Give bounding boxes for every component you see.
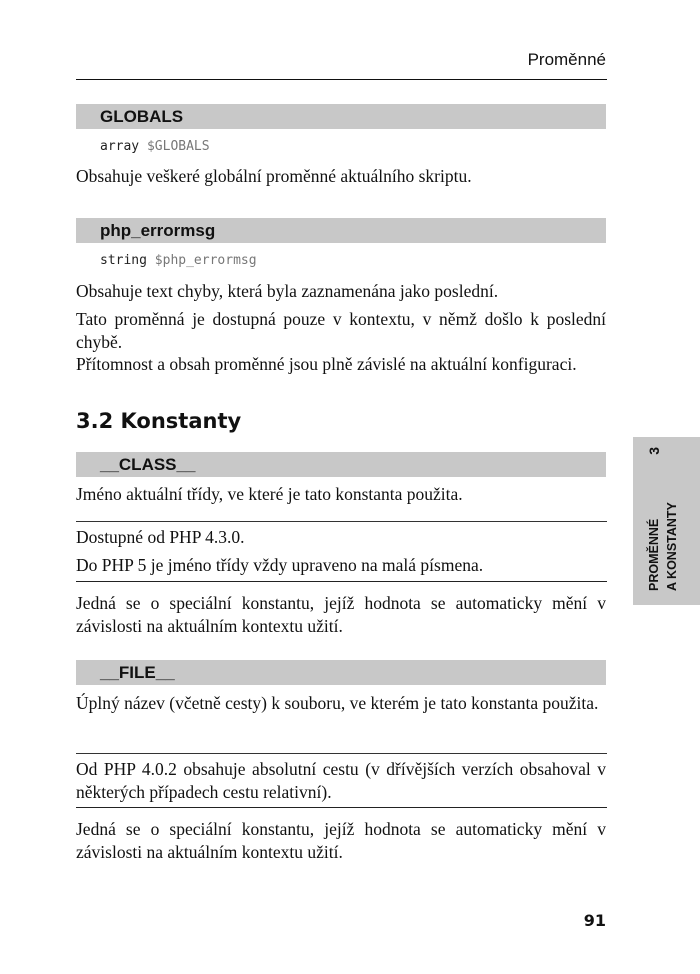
entry-heading-class: __CLASS__ <box>76 452 606 477</box>
chapter-tab-label <box>633 437 700 605</box>
errormsg-note-2: Přítomnost a obsah proměnné jsou plně závislé na aktuální konfiguraci. <box>76 354 577 374</box>
class-availability: Dostupné od PHP 4.3.0. <box>76 527 245 547</box>
header-rule <box>76 79 607 80</box>
page-number: 91 <box>583 911 606 930</box>
file-availability: Od PHP 4.0.2 obsahuje absolutní cestu (v dřívějších verzích obsahoval v některých případech cestu relativní). <box>76 759 606 802</box>
chapter-title-line-2: A KONSTANTY <box>665 502 679 591</box>
file-remark: Jedná se o speciální konstantu, jejíž hodnota se automaticky mění v závislosti na aktuálním kontextu užití. <box>76 819 606 862</box>
signature-type: array <box>100 139 140 154</box>
file-description: Úplný název (včetně cesty) k souboru, ve kterém je tato konstanta použita. <box>76 693 599 713</box>
running-header: Proměnné <box>527 50 606 69</box>
chapter-title-line-1: PROMĚNNÉ <box>647 518 661 591</box>
signature-type: string <box>100 253 147 268</box>
divider <box>76 581 607 582</box>
entry-heading-php-errormsg: php_errormsg <box>76 218 606 243</box>
divider <box>76 807 607 808</box>
class-availability-note: Do PHP 5 je jméno třídy vždy upraveno na malá písmena. <box>76 555 484 575</box>
chapter-number: 3 <box>646 447 662 455</box>
signature-param: $GLOBALS <box>146 139 210 154</box>
globals-description: Obsahuje veškeré globální proměnné aktuálního skriptu. <box>76 166 472 186</box>
signature-param: $php_errormsg <box>154 253 257 268</box>
class-description: Jméno aktuální třídy, ve které je tato konstanta použita. <box>76 484 463 504</box>
entry-heading-file: __FILE__ <box>76 660 606 685</box>
section-title: 3.2 Konstanty <box>76 409 242 433</box>
errormsg-description: Obsahuje text chyby, která byla zaznamenána jako poslední. <box>76 281 499 301</box>
entry-heading-globals: GLOBALS <box>76 104 606 129</box>
class-remark: Jedná se o speciální konstantu, jejíž hodnota se automaticky mění v závislosti na aktuálním kontextu užití. <box>76 593 606 636</box>
signature-php-errormsg <box>100 253 257 268</box>
divider <box>76 521 607 522</box>
divider <box>76 753 607 754</box>
signature-globals <box>100 139 210 154</box>
errormsg-note-1: Tato proměnná je dostupná pouze v kontextu, v němž došlo k poslední chybě. <box>76 309 606 352</box>
